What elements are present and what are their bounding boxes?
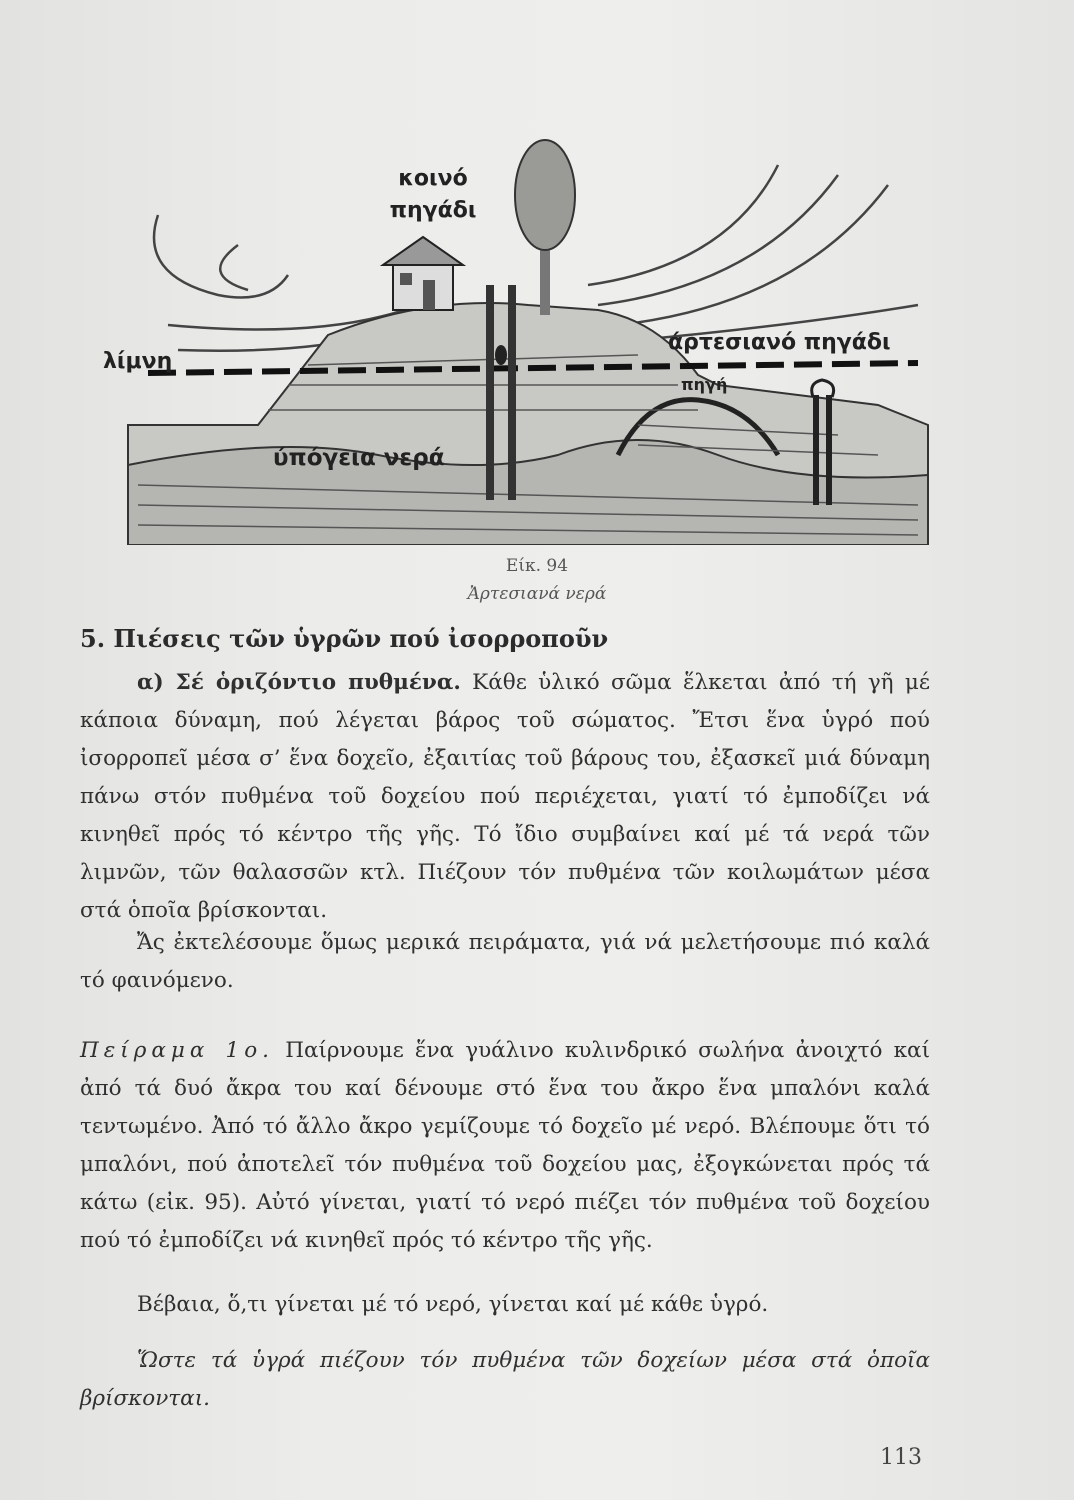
paragraph-lead: α) Σέ ὁριζόντιο πυθμένα. [137,670,461,695]
paragraph-horizontal-bottom [80,664,930,930]
section-heading: 5. Πιέσεις τῶν ὑγρῶν πού ἰσορροποῦν [80,624,609,653]
spring-label: πηγή [681,375,728,394]
paragraph-every-liquid: Βέβαια, ὅ,τι γίνεται μέ τό νερό, γίνεται καί μέ κάθε ὑγρό. [137,1292,769,1317]
artesian-diagram [78,125,938,545]
paragraph-experiment-1 [80,1032,930,1260]
tree-icon [515,140,575,315]
figure-caption-title: Ἀρτεσιανά νερά [467,584,607,604]
figure-caption-number: Είκ. 94 [505,556,569,576]
experiment-label: Πείραμα 1ο. [80,1038,275,1063]
groundwater-label: ύπόγεια νερά [273,445,445,471]
house-icon [383,237,463,310]
experiment-body: Παίρνουμε ἕνα γυάλινο κυλινδρικό σωλήνα ἀνοιχτό καί ἀπό τά δυό ἄκρα του καί δένουμε στό ἕνα του ἄκρο ἕνα μπαλόνι καλά τεντωμένο. Ἀπό τό ἄλλο ἄκρο γεμίζουμε τό δοχεῖο μέ νερό. Βλέπουμε ὅτι τό μπαλόνι, πού ἀποτελεῖ τόν πυθμένα τοῦ δοχείου μας, ἐξογκώνεται πρός τά κάτω (εἰκ. 95). Αὐτό γίνεται, γιατί τό νερό πιέζει τόν πυθμένα τοῦ δοχείου πού τό ἐμποδίζει νά κινηθεῖ πρός τό κέντρο τῆς γῆς. [80,1038,930,1253]
common-well-label-1: κοινό [398,166,468,191]
paragraph-experiments-intro: Ἄς ἐκτελέσουμε ὅμως μερικά πειράματα, γιά νά μελετήσουμε πιό καλά τό φαινόμενο. [80,930,930,993]
page-number: 113 [880,1445,922,1470]
artesian-well-label: άρτεσιανό πηγάδι [668,330,891,355]
paragraph-conclusion: Ὥστε τά ὑγρά πιέζουν τόν πυθμένα τῶν δοχείων μέσα στά ὁποῖα βρίσκονται. [80,1348,930,1411]
lake-label: λίμνη [103,349,173,374]
paragraph-body: Κάθε ὑλικό σῶμα ἕλκεται ἀπό τή γῆ μέ κάποια δύναμη, πού λέγεται βάρος τοῦ σώματος. Ἔτσι ἕνα ὑγρό πού ἰσορροπεῖ μέσα σ’ ἕνα δοχεῖο, ἐξαιτίας τοῦ βάρους του, ἐξασκεῖ μιά δύναμη πάνω στόν πυθμένα τοῦ δοχείου πού περιέχεται, γιατί τό ἐμποδίζει νά κινηθεῖ πρός τό κέντρο τῆς γῆς. Τό ἴδιο συμβαίνει καί μέ τά νερά τῶν λιμνῶν, τῶν θαλασσῶν κτλ. Πιέζουν τόν πυθμένα τῶν κοιλωμάτων μέσα στά ὁποῖα βρίσκονται. [80,670,930,923]
artesian-water-figure [78,125,938,545]
common-well-label-2: πηγάδι [389,198,477,223]
